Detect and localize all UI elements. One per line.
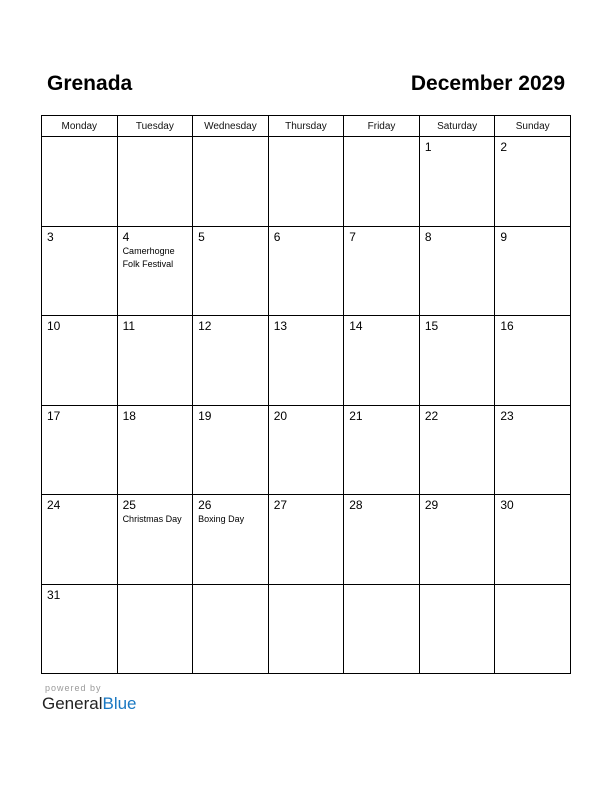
day-cell: [268, 495, 344, 585]
day-number: 11: [122, 319, 136, 333]
day-cell: [268, 405, 344, 495]
month-title: December 2029: [410, 72, 565, 95]
day-cell: [344, 316, 420, 406]
day-number: 2: [500, 140, 508, 154]
day-number: 31: [47, 587, 61, 602]
day-cell: [495, 137, 571, 227]
day-number: 27: [273, 498, 288, 512]
day-cell: [193, 137, 269, 227]
day-cell: [344, 584, 420, 674]
day-cell: [419, 226, 495, 316]
day-number: 29: [424, 498, 439, 512]
day-cell: [117, 316, 193, 406]
day-number: 14: [349, 319, 363, 333]
day-number: 24: [47, 498, 61, 512]
day-number: 19: [198, 408, 212, 423]
day-number: 7: [349, 229, 356, 244]
day-cell: [117, 405, 193, 495]
day-cell: [495, 316, 571, 406]
weekday-header: Sunday: [495, 116, 571, 137]
day-cell: [495, 405, 571, 495]
day-cell: [193, 495, 269, 585]
day-number: 23: [500, 408, 514, 423]
day-number: 18: [122, 408, 136, 423]
day-cell: [495, 495, 571, 585]
holiday-label: Christmas Day: [122, 514, 182, 524]
powered-by-label: powered by: [45, 683, 102, 693]
brand-general-text: General: [42, 694, 103, 713]
day-cell: [117, 137, 193, 227]
day-number: 28: [349, 498, 363, 512]
day-cell: [42, 226, 118, 316]
day-cell: [268, 226, 344, 316]
day-number: 16: [500, 319, 514, 333]
day-cell: [419, 316, 495, 406]
day-cell: [42, 316, 118, 406]
weekday-header: Wednesday: [193, 116, 269, 137]
weekday-header-row: [42, 116, 571, 137]
day-cell: [117, 226, 193, 316]
day-cell: [268, 137, 344, 227]
weekday-header: Friday: [344, 116, 420, 137]
day-number: 26: [198, 498, 212, 512]
day-cell: [42, 405, 118, 495]
day-cell: [419, 584, 495, 674]
day-cell: [495, 226, 571, 316]
calendar-grid: [41, 115, 571, 674]
day-cell: [193, 584, 269, 674]
day-cell: [495, 584, 571, 674]
week-row: [42, 584, 571, 674]
week-row: [42, 226, 571, 316]
day-number: 30: [500, 498, 514, 512]
day-number: 15: [424, 319, 439, 333]
day-number: 22: [424, 408, 439, 423]
day-number: 17: [47, 408, 61, 423]
day-number: 3: [47, 229, 54, 244]
holiday-label: Boxing Day: [198, 514, 245, 524]
day-cell: [42, 584, 118, 674]
day-number: 12: [198, 319, 212, 333]
weekday-header: Tuesday: [117, 116, 193, 137]
day-number: 1: [424, 140, 432, 154]
day-cell: [344, 137, 420, 227]
day-cell: [268, 316, 344, 406]
weekday-header: Saturday: [419, 116, 495, 137]
day-number: 9: [500, 229, 508, 244]
day-cell: [42, 495, 118, 585]
holiday-label: Camerhogne Folk Festival: [122, 245, 175, 269]
day-cell: [344, 226, 420, 316]
day-cell: [193, 405, 269, 495]
day-number: 13: [273, 319, 288, 333]
day-number: 6: [273, 229, 281, 244]
week-row: [42, 316, 571, 406]
day-number: 4: [122, 229, 130, 244]
week-row: [42, 137, 571, 227]
day-cell: [419, 137, 495, 227]
brand-logo[interactable]: [42, 693, 137, 715]
day-cell: [117, 584, 193, 674]
day-number: 25: [122, 498, 136, 512]
day-cell: [193, 316, 269, 406]
day-cell: [419, 405, 495, 495]
day-number: 8: [424, 229, 432, 244]
day-cell: [193, 226, 269, 316]
day-cell: [117, 495, 193, 585]
week-row: [42, 405, 571, 495]
day-cell: [42, 137, 118, 227]
day-number: 21: [349, 408, 363, 423]
day-number: 20: [273, 408, 288, 423]
day-cell: [419, 495, 495, 585]
weekday-header: Monday: [42, 116, 118, 137]
day-cell: [268, 584, 344, 674]
day-cell: [344, 495, 420, 585]
country-title: Grenada: [47, 72, 133, 95]
day-number: 10: [47, 319, 61, 333]
brand-blue-text: Blue: [102, 694, 137, 713]
weekday-header: Thursday: [268, 116, 344, 137]
day-number: 5: [198, 229, 205, 244]
week-row: [42, 495, 571, 585]
day-cell: [344, 405, 420, 495]
